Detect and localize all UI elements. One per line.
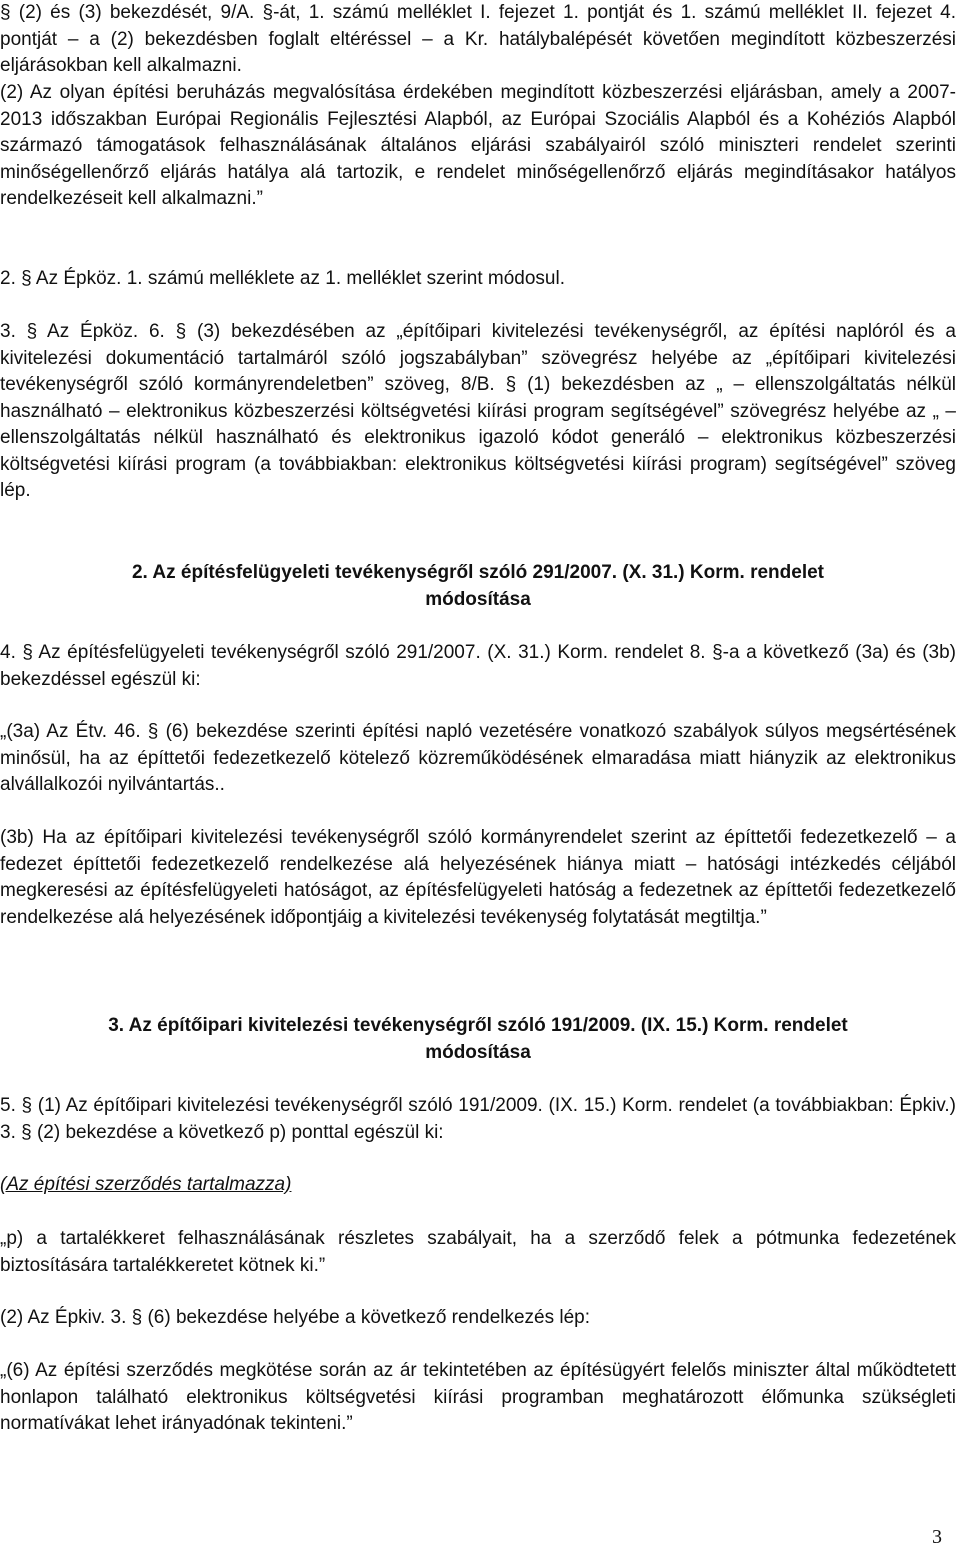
- contract-contents-caption: [0, 1172, 956, 1199]
- heading-line: 3. Az építőipari kivitelezési tevékenységről szóló 191/2009. (IX. 15.) Korm. rendelet: [108, 1015, 848, 1036]
- paragraph-3b: [0, 825, 956, 931]
- heading-line: 2. Az építésfelügyeleti tevékenységről szóló 291/2007. (X. 31.) Korm. rendelet: [131, 562, 824, 583]
- page-number: 3: [932, 1526, 942, 1548]
- paragraph-text: 3. § Az Épköz. 6. § (3) bekezdésében az „építőipari kivitelezési tevékenységről, az építési naplóról és a kivitelezési dokumentáció tartalmáról szóló jogszabályban” szövegrész helyébe az „építőipari kivitelezési tevékenységről szóló kormányrendeletben” szöveg, 8/B. § (1) bekezdésben az „ – ellenszolgáltatás nélkül használható – elektronikus közbeszerzési költségvetési kiírási program segítségével” szövegrész helyébe az „ – ellenszolgáltatás nélkül használható és elektronikus igazoló kódot generáló – elektronikus közbeszerzési költségvetési kiírási program (a továbbiakban: elektronikus költségvetési kiírási program) segítségével” szöveg lép.: [0, 321, 956, 501]
- chapter-2-heading: [0, 560, 956, 613]
- paragraph-text: 4. § Az építésfelügyeleti tevékenységről szóló 291/2007. (X. 31.) Korm. rendelet 8. §-a a következő (3a) és (3b) bekezdéssel egészül ki:: [0, 642, 956, 690]
- section-3-epkoz-amendment: [0, 319, 956, 505]
- point-p-reserve-fund: [0, 1226, 956, 1279]
- paragraph-text: (3b) Ha az építőipari kivitelezési tevékenységről szóló kormányrendelet szerint az építtetői fedezetkezelő – a fedezet építtetői fedezetkezelő rendelkezése alá helyezésének hiánya miatt – hatósági intézkedés céljából megkeresési az építésfelügyeleti hatóságot, az építésfelügyeleti hatóság a fedezetnek az építtetői fedezetkezelő rendelkezése alá helyezésének időpontjáig a kivitelezési tevékenység folytatását megtiltja.”: [0, 827, 956, 928]
- section-5-paragraph-2: [0, 1305, 956, 1332]
- section-4-intro: [0, 640, 956, 693]
- section-5-paragraph-1: [0, 1093, 956, 1146]
- paragraph-text: „(3a) Az Étv. 46. § (6) bekezdése szerinti építési napló vezetésére vonatkozó szabályok súlyos megsértésének minősül, ha az építtetői fedezetkezelő kötelező közreműködésének elmaradása miatt hiányzik az elektronikus alvállalkozói nyilvántartás..: [0, 721, 956, 795]
- paragraph-text: § (2) és (3) bekezdését, 9/A. §-át, 1. számú melléklet I. fejezet 1. pontját és 1. számú melléklet II. fejezet 4. pontját – a (2) bekezdésben foglalt eltéréssel – a Kr. hatálybalépését követően megindított közbeszerzési eljárásokban kell alkalmazni.: [0, 2, 956, 76]
- heading-line: módosítása: [425, 588, 531, 610]
- section-2-epkoz-annex: [0, 266, 956, 293]
- paragraph-text: 2. § Az Épköz. 1. számú melléklete az 1. melléklet szerint módosul.: [0, 268, 565, 289]
- paragraph-text: „p) a tartalékkeret felhasználásának részletes szabályait, ha a szerződő felek a pótmunka fedezetének biztosítására tartalékkeretet kötnek ki.”: [0, 1228, 956, 1276]
- paragraph-text: (2) Az olyan építési beruházás megvalósítása érdekében megindított közbeszerzési eljárásban, amely a 2007-2013 időszakban Európai Regionális Fejlesztési Alapból, az Európai Szociális Alapból és a Kohéziós Alapból származó támogatások felhasználásának általános eljárási szabályairól szóló miniszteri rendelet szerinti minőségellenőrző eljárás hatálya alá tartozik, e rendelet minőségellenőrző eljárás megindításakor hatályos rendelkezéseit kell alkalmazni.”: [0, 82, 956, 209]
- paragraph-6-replacement: [0, 1358, 956, 1438]
- paragraph-quality-control-procedure: [0, 80, 956, 213]
- paragraph-text: (Az építési szerződés tartalmazza): [0, 1174, 292, 1195]
- paragraph-3a: [0, 719, 956, 799]
- paragraph-text: (2) Az Épkiv. 3. § (6) bekezdése helyébe a következő rendelkezés lép:: [0, 1307, 591, 1328]
- heading-line: módosítása: [425, 1041, 531, 1063]
- paragraph-text: 5. § (1) Az építőipari kivitelezési tevékenységről szóló 191/2009. (IX. 15.) Korm. rendelet (a továbbiakban: Épkiv.) 3. § (2) bekezdése a következő p) ponttal egészül ki:: [0, 1095, 956, 1143]
- paragraph-transitional-applicability: [0, 0, 956, 80]
- paragraph-text: „(6) Az építési szerződés megkötése során az ár tekintetében az építésügyért felelős miniszter által működtetett honlapon található elektronikus költségvetési kiírási programban meghatározott élőmunka szükségleti normatívákat lehet irányadónak tekinteni.”: [0, 1360, 956, 1434]
- chapter-3-heading: [0, 1013, 956, 1066]
